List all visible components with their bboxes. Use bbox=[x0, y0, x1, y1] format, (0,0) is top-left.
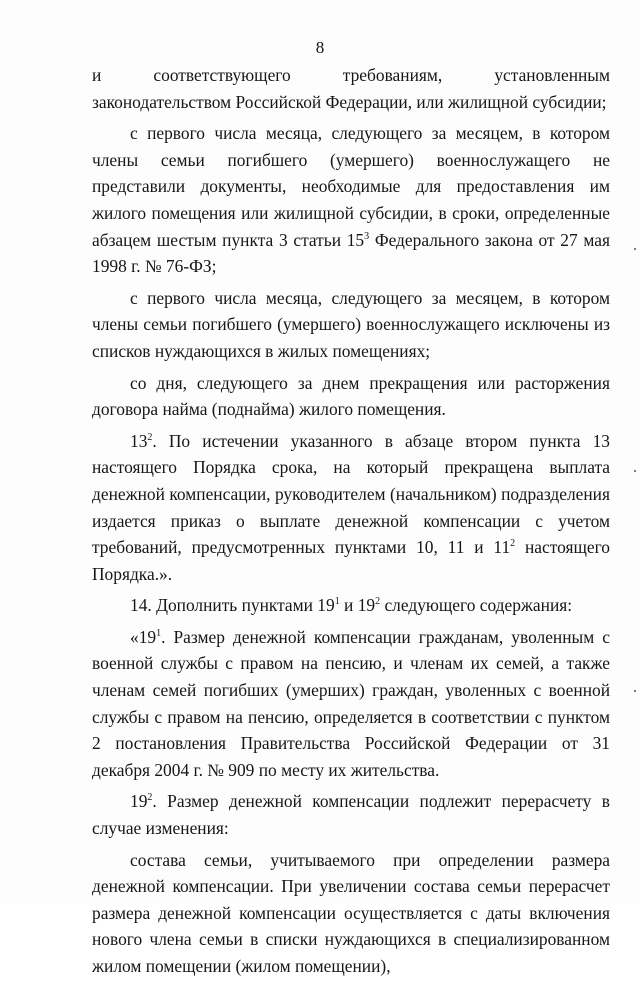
paragraph bbox=[92, 120, 610, 280]
paragraph-text: и 19 bbox=[339, 595, 376, 616]
paragraph-text: состава семьи, учитываемого при определении размера денежной компенсации. При увеличении состава семьи перерасчет размера денежной компенсации осуществляется с даты включения нового члена семьи в списки нуждающихся в специализированном жилом помещении (жилом помещении), bbox=[92, 849, 610, 976]
paragraph bbox=[92, 788, 610, 841]
document-body bbox=[92, 62, 610, 985]
paragraph-text: 13 bbox=[130, 430, 148, 451]
paragraph bbox=[92, 428, 610, 588]
superscript-index: 2 bbox=[375, 596, 381, 608]
paragraph-text: с первого числа месяца, следующего за месяцем, в котором члены семьи погибшего (умершего) военнослужащего исключены из списков нуждающихся в жилых помещениях; bbox=[92, 287, 610, 361]
superscript-index: 1 bbox=[334, 596, 340, 608]
paragraph bbox=[92, 285, 610, 365]
paragraph-text: . Размер денежной компенсации подлежит перерасчету в случае изменения: bbox=[92, 791, 610, 839]
paragraph-text: и соответствующего требованиям, установленным законодательством Российской Федерации, или жилищной субсидии; bbox=[92, 65, 610, 112]
superscript-index: 2 bbox=[510, 538, 516, 550]
superscript-index: 1 bbox=[156, 627, 162, 639]
paragraph bbox=[92, 370, 610, 423]
paragraph-text: 14. Дополнить пунктами 19 bbox=[130, 595, 335, 616]
paragraph-text: Федерального закона от 27 мая 1998 г. № 76-ФЗ; bbox=[92, 229, 610, 277]
superscript-index: 2 bbox=[147, 792, 153, 804]
page-number: 8 bbox=[315, 38, 325, 57]
superscript-index: 3 bbox=[364, 230, 370, 242]
scan-dot-mark bbox=[634, 248, 636, 250]
paragraph bbox=[92, 624, 610, 784]
paragraph bbox=[92, 592, 610, 619]
paragraph-text: со дня, следующего за днем прекращения или расторжения договора найма (поднайма) жилого помещения. bbox=[92, 372, 610, 420]
paragraph-text: . Размер денежной компенсации гражданам, уволенным с военной службы с правом на пенсию, и членам их семей, а также членам семей погибших (умерших) граждан, уволенных с военной службы с правом на пенсию, определяется в соответствии с пунктом 2 постановления Правительства Российской Федерации от 31 декабря 2004 г. № 909 по месту их жительства. bbox=[92, 626, 610, 780]
superscript-index: 2 bbox=[147, 431, 153, 443]
scan-dot-mark bbox=[634, 690, 636, 692]
paragraph-text: «19 bbox=[130, 626, 157, 647]
scan-dot-mark bbox=[634, 470, 636, 472]
paragraph bbox=[92, 847, 610, 980]
paragraph-text: настоящего Порядка.». bbox=[92, 537, 610, 584]
paragraph bbox=[92, 62, 610, 115]
paragraph-text: 19 bbox=[130, 791, 148, 812]
paragraph-text: с первого числа месяца, следующего за месяцем, в котором члены семьи погибшего (умершего) военнослужащего не представили документы, необходимые для предоставления им жилого помещения или жилищной субсидии, в сроки, определенные абзацем шестым пункта 3 статьи 15 bbox=[92, 123, 610, 250]
paragraph-text: . По истечении указанного в абзаце втором пункта 13 настоящего Порядка срока, на который прекращена выплата денежной компенсации, руководителем (начальником) подразделения издается приказ о выплате денежной компенсации с учетом требований, предусмотренных пунктами 10, 11 и 11 bbox=[92, 430, 610, 558]
paragraph-text: следующего содержания: bbox=[380, 595, 573, 616]
